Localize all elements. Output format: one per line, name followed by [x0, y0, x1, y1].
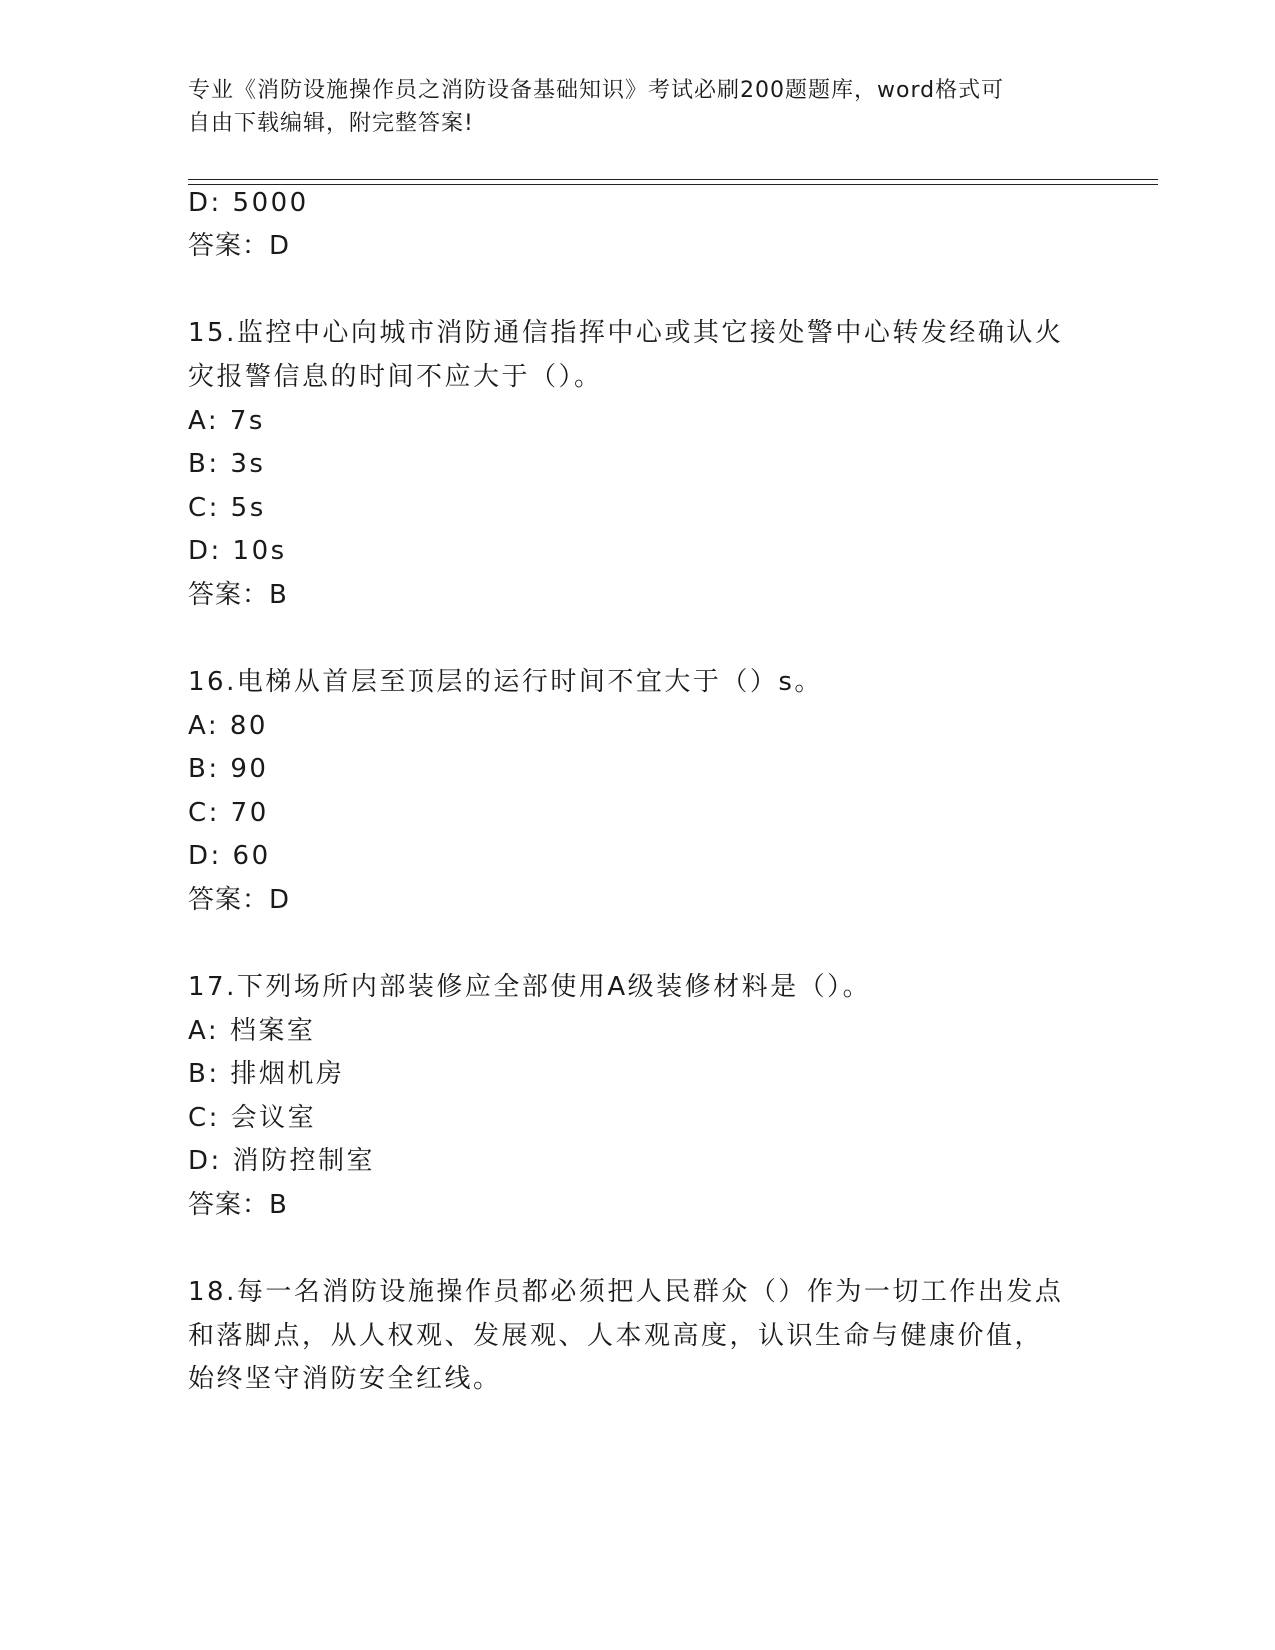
q16-option-a: A: 80: [188, 711, 268, 741]
q15-stem-line-1: 15.监控中心向城市消防通信指挥中心或其它接处警中心转发经确认火: [188, 318, 1064, 348]
q16-option-b: B: 90: [188, 754, 269, 784]
q18-stem-line-3: 始终坚守消防安全红线。: [188, 1364, 502, 1394]
prev-option-d: D: 5000: [188, 188, 309, 218]
q16-option-d: D: 60: [188, 841, 271, 871]
q15-option-c: C: 5s: [188, 493, 266, 523]
page-header: [188, 74, 1088, 140]
q17-option-a: A: 档案室: [188, 1016, 316, 1046]
header-divider-bottom: [188, 184, 1158, 185]
header-divider-top: [188, 179, 1158, 180]
q17-stem-line-1: 17.下列场所内部装修应全部使用A级装修材料是（）。: [188, 972, 872, 1002]
q18-stem-line-2: 和落脚点，从人权观、发展观、人本观高度，认识生命与健康价值，: [188, 1321, 1044, 1351]
q15-answer: 答案：B: [188, 580, 288, 610]
q16-stem-line-1: 16.电梯从首层至顶层的运行时间不宜大于（）s。: [188, 667, 823, 697]
q17-option-c: C: 会议室: [188, 1103, 317, 1133]
q15-option-a: A: 7s: [188, 406, 265, 436]
q15-stem-line-2: 灾报警信息的时间不应大于（）。: [188, 362, 603, 392]
q17-answer: 答案：B: [188, 1190, 288, 1220]
q16-answer: 答案：D: [188, 885, 291, 915]
header-line-2: 自由下载编辑，附完整答案!: [188, 111, 474, 136]
q15-option-d: D: 10s: [188, 536, 287, 566]
header-line-1: 专业《消防设施操作员之消防设备基础知识》考试必刷200题题库，word格式可: [188, 78, 1005, 103]
prev-answer: 答案：D: [188, 231, 291, 261]
q15-option-b: B: 3s: [188, 449, 266, 479]
q17-option-d: D: 消防控制室: [188, 1146, 376, 1176]
q18-stem-line-1: 18.每一名消防设施操作员都必须把人民群众（）作为一切工作出发点: [188, 1277, 1064, 1307]
q16-option-c: C: 70: [188, 798, 269, 828]
q17-option-b: B: 排烟机房: [188, 1059, 345, 1089]
